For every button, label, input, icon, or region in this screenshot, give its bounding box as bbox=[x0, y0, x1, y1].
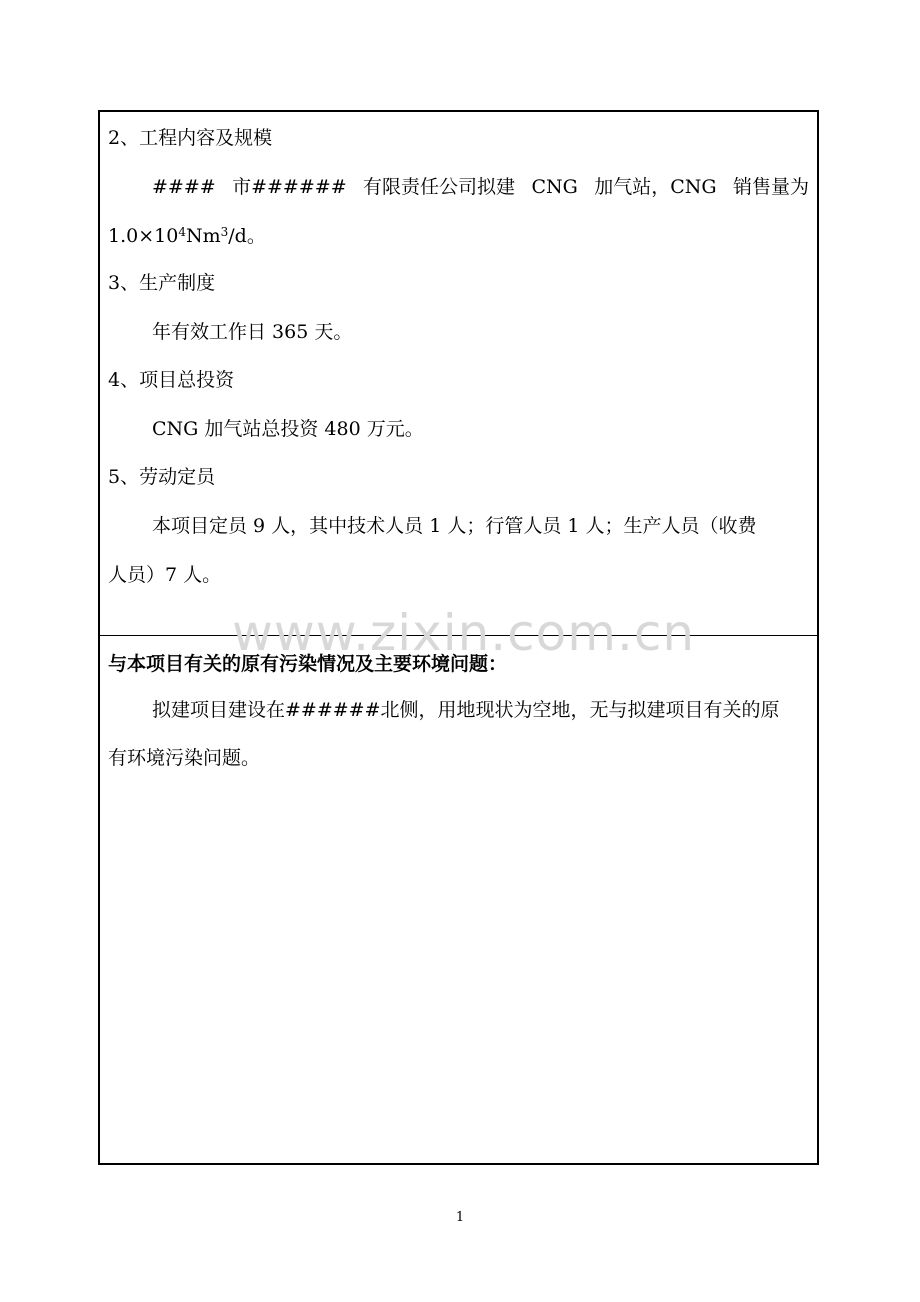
item4-heading: 4、项目总投资 bbox=[108, 369, 235, 391]
page-number: 1 bbox=[455, 1210, 465, 1225]
pollution-body-line1: 拟建项目建设在######北侧，用地现状为空地，无与拟建项目有关的原 bbox=[152, 699, 780, 721]
pollution-section-title: 与本项目有关的原有污染情况及主要环境问题： bbox=[108, 653, 508, 675]
item3-body: 年有效工作日 365 天。 bbox=[152, 321, 353, 343]
pollution-body-line2: 有环境污染问题。 bbox=[108, 747, 261, 769]
item2-body-line2 bbox=[108, 224, 266, 248]
item2-word: 加气站，CNG bbox=[594, 176, 717, 198]
item2-word: 销售量为 bbox=[732, 176, 809, 198]
sales-volume-value: 1.0×10 bbox=[108, 225, 179, 247]
item2-word: CNG bbox=[531, 176, 578, 198]
exponent: 3 bbox=[220, 225, 229, 239]
item5-body-line2: 人员）7 人。 bbox=[108, 564, 222, 586]
pollution-section bbox=[100, 636, 817, 1163]
project-info-section bbox=[100, 112, 817, 636]
item4-body: CNG 加气站总投资 480 万元。 bbox=[152, 418, 424, 440]
form-table bbox=[98, 110, 819, 1165]
watermark: www.zixin.com.cn bbox=[232, 604, 696, 662]
item2-heading: 2、工程内容及规模 bbox=[108, 127, 273, 149]
item3-heading: 3、生产制度 bbox=[108, 272, 216, 294]
item2-body-line1 bbox=[152, 175, 809, 199]
item5-body-line1: 本项目定员 9 人，其中技术人员 1 人；行管人员 1 人；生产人员（收费 bbox=[152, 515, 757, 537]
item5-heading: 5、劳动定员 bbox=[108, 466, 216, 488]
exponent: 4 bbox=[178, 225, 186, 239]
unit-suffix: /d。 bbox=[228, 225, 266, 247]
item2-word: #### bbox=[152, 176, 216, 198]
unit-text: Nm bbox=[185, 225, 221, 247]
item2-word: 市###### bbox=[232, 176, 347, 198]
item2-word: 有限责任公司拟建 bbox=[363, 176, 516, 198]
